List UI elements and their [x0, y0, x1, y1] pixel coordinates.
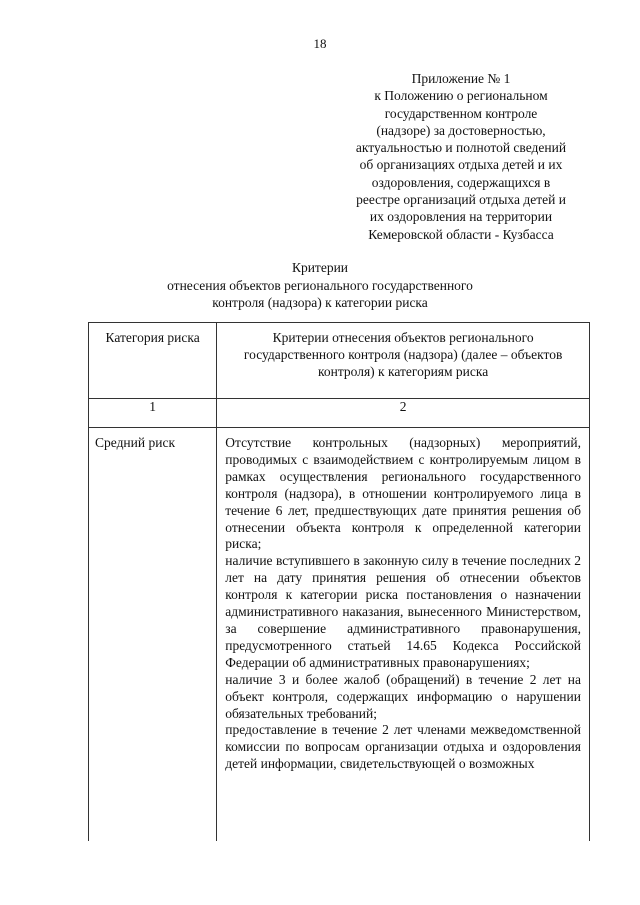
header-criteria: Критерии отнесения объектов регионального государственного контроля (надзора) (далее – объектов контроля) к категориям риска	[217, 323, 590, 399]
criteria-paragraph: наличие вступившего в законную силу в течение последних 2 лет на дату принятия решения об отнесении объектов контроля к категории риска постановления о назначении административного наказания, вынесенного Министерством, за совершение административного правонарушения, предусмотренного статьей 14.65 Кодекса Российской Федерации об административных правонарушениях;	[225, 553, 581, 670]
title-line: Критерии	[291, 260, 349, 275]
table-row	[89, 428, 590, 842]
column-number-1: 1	[89, 399, 217, 428]
table-header-row	[89, 323, 590, 399]
criteria-paragraph: наличие 3 и более жалоб (обращений) в течение 2 лет на объект контроля, содержащих информацию о нарушении обязательных требований;	[225, 671, 581, 721]
appendix-heading	[330, 70, 592, 243]
criteria-cell	[217, 428, 590, 842]
appendix-line: к Положению о региональном	[374, 88, 548, 104]
appendix-line: актуальностью и полнотой сведений	[355, 140, 567, 156]
appendix-line: оздоровления, содержащихся в	[371, 174, 551, 190]
title-line: контроля (надзора) к категории риска	[212, 295, 428, 310]
page-number: 18	[313, 36, 327, 51]
risk-criteria-table	[88, 322, 590, 841]
criteria-paragraph: предоставление в течение 2 лет членами межведомственной комиссии по вопросам организации отдыха и оздоровления детей информации, свидетельствующей о возможных	[225, 722, 581, 772]
appendix-line: государственном контроле	[384, 105, 538, 121]
table-number-row	[89, 399, 590, 428]
criteria-paragraph: Отсутствие контрольных (надзорных) мероприятий, проводимых с взаимодействием с контролируемым лицом в рамках осуществления регионального государственного контроля (надзора), в отношении контролируемого лица в течение 6 лет, предшествующих дате принятия решения об отнесении объекта контроля к определенной категории риска;	[225, 435, 581, 552]
header-risk-category: Категория риска	[89, 323, 217, 399]
title-line: отнесения объектов регионального государственного	[167, 277, 473, 293]
appendix-line: Кемеровской области - Кузбасса	[368, 226, 554, 242]
appendix-line: реестре организаций отдыха детей и	[356, 192, 566, 208]
column-number-2: 2	[217, 399, 590, 428]
document-title	[0, 259, 640, 312]
appendix-line: об организациях отдыха детей и их	[359, 157, 563, 173]
appendix-line: их оздоровления на территории	[369, 209, 553, 225]
appendix-line: Приложение № 1	[411, 71, 511, 86]
risk-category-cell: Средний риск	[89, 428, 217, 842]
appendix-line: (надзоре) за достоверностью,	[376, 122, 546, 138]
